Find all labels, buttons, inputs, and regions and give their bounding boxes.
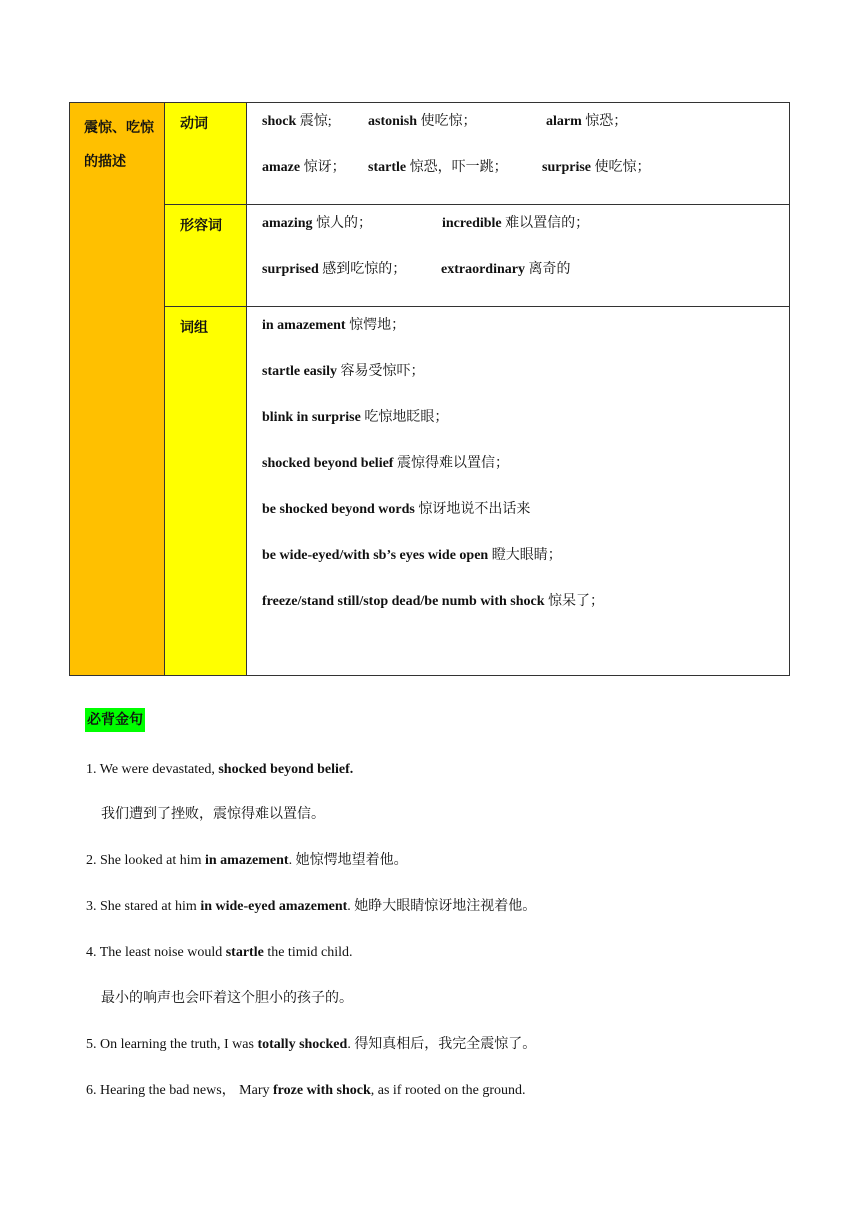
entry-en: amazing: [262, 216, 313, 231]
entry-en: extraordinary: [441, 262, 525, 277]
sentence-text: . 她惊愕地望着他。: [288, 853, 408, 868]
entries-cell-adjectives: [247, 205, 790, 307]
entry-zh: 使吃惊；: [591, 160, 651, 175]
entry-en: shocked beyond belief: [262, 456, 394, 471]
sentence-key-phrase: startle: [225, 945, 264, 960]
entry-zh: 惊恐，吓一跳；: [406, 160, 508, 175]
category-label: 词组: [180, 320, 208, 336]
sentence-text: 6. Hearing the bad news， Mary: [86, 1083, 274, 1098]
sentence-text: , as if rooted on the ground.: [370, 1083, 526, 1098]
entry-zh: 惊讶；: [300, 160, 346, 175]
sentence: [86, 1081, 526, 1101]
sentence-text: 3. She stared at him: [86, 899, 201, 914]
entry-en: be shocked beyond words: [262, 502, 415, 517]
sentence-text: 2. She looked at him: [86, 853, 205, 868]
section-heading: 必背金句: [85, 708, 145, 732]
entry-zh: 瞪大眼睛；: [488, 548, 562, 563]
sentence-text: 最小的响声也会吓着这个胆小的孩子的。: [101, 991, 353, 1006]
entry-en: be wide-eyed/with sb’s eyes wide open: [262, 548, 489, 563]
sentence-key-phrase: shocked beyond belief.: [218, 762, 354, 777]
category-cell-adjectives: [165, 205, 247, 307]
entry-en: astonish: [368, 114, 418, 129]
sentence-key-phrase: in amazement: [205, 853, 289, 868]
entry-item: [368, 158, 542, 178]
sentence-translation: [101, 989, 353, 1009]
sentence-translation: [101, 805, 325, 825]
entry-zh: 惊恐；: [581, 114, 628, 129]
entry-en: startle: [368, 160, 407, 175]
sentence-key-phrase: in wide-eyed amazement: [200, 899, 348, 914]
sentence-text: 4. The least noise would: [86, 945, 226, 960]
entry-line: [262, 546, 789, 592]
entry-item: [262, 214, 442, 234]
sentence-text: . 她睁大眼睛惊讶地注视着他。: [347, 899, 537, 914]
entry-en: freeze/stand still/stop dead/be numb with shock: [262, 594, 545, 609]
entry-zh: 感到吃惊的；: [318, 262, 407, 277]
entry-zh: 震惊;: [296, 114, 332, 129]
topic-cell: [70, 103, 165, 676]
entry-line: [262, 112, 789, 158]
sentence: [86, 1035, 536, 1055]
entry-line: [262, 214, 789, 260]
topic-label: 震惊、吃惊的描述: [84, 120, 154, 170]
entry-item: [262, 158, 368, 178]
sentence: [86, 943, 352, 963]
entry-zh: 惊呆了；: [544, 594, 604, 609]
entry-zh: 难以置信的；: [501, 216, 590, 231]
vocabulary-table: [69, 102, 790, 676]
entry-item: [546, 112, 627, 132]
category-cell-verbs: [165, 103, 247, 205]
sentence: [86, 897, 536, 917]
sentence: [86, 760, 353, 780]
entry-zh: 惊愕地；: [345, 318, 406, 333]
entry-zh: 惊人的；: [312, 216, 373, 231]
entry-line: [262, 316, 789, 362]
entry-en: alarm: [546, 114, 582, 129]
entry-en: incredible: [442, 216, 502, 231]
sentence-key-phrase: totally shocked: [257, 1037, 348, 1052]
entry-en: blink in surprise: [262, 410, 361, 425]
entry-line: [262, 454, 789, 500]
entry-item: [542, 158, 651, 178]
entry-item: [262, 260, 441, 280]
entries-cell-phrases: [247, 307, 790, 676]
entry-zh: 使吃惊；: [417, 114, 477, 129]
entry-zh: 震惊得难以置信；: [393, 456, 509, 471]
sentence-key-phrase: froze with shock: [273, 1083, 371, 1098]
category-label: 形容词: [180, 218, 222, 234]
sentence-text: 1. We were devastated,: [86, 762, 219, 777]
sentence: [86, 851, 408, 871]
entries-cell-verbs: [247, 103, 790, 205]
entry-zh: 容易受惊吓；: [337, 364, 425, 379]
entry-line: [262, 500, 789, 546]
entry-en: surprise: [542, 160, 591, 175]
sentence-text: 5. On learning the truth, I was: [86, 1037, 258, 1052]
sentence-text: the timid child.: [263, 945, 353, 960]
entry-line: [262, 158, 789, 204]
entry-item: [262, 112, 368, 132]
entry-en: in amazement: [262, 318, 346, 333]
entry-line: [262, 408, 789, 454]
entry-zh: 吃惊地眨眼；: [360, 410, 449, 425]
entry-line: [262, 592, 789, 638]
entry-en: surprised: [262, 262, 319, 277]
entry-zh: 离奇的: [524, 262, 571, 277]
category-label: 动词: [180, 116, 208, 132]
entry-item: [368, 112, 546, 132]
entry-en: amaze: [262, 160, 301, 175]
entry-line: [262, 260, 789, 306]
entry-item: [442, 214, 589, 234]
sentence-text: 我们遭到了挫败，震惊得难以置信。: [101, 807, 325, 822]
entry-en: shock: [262, 114, 297, 129]
sentence-text: . 得知真相后，我完全震惊了。: [347, 1037, 537, 1052]
entry-zh: 惊讶地说不出话来: [414, 502, 531, 517]
category-cell-phrases: [165, 307, 247, 676]
entry-en: startle easily: [262, 364, 338, 379]
entry-item: [441, 260, 570, 280]
entry-line: [262, 362, 789, 408]
